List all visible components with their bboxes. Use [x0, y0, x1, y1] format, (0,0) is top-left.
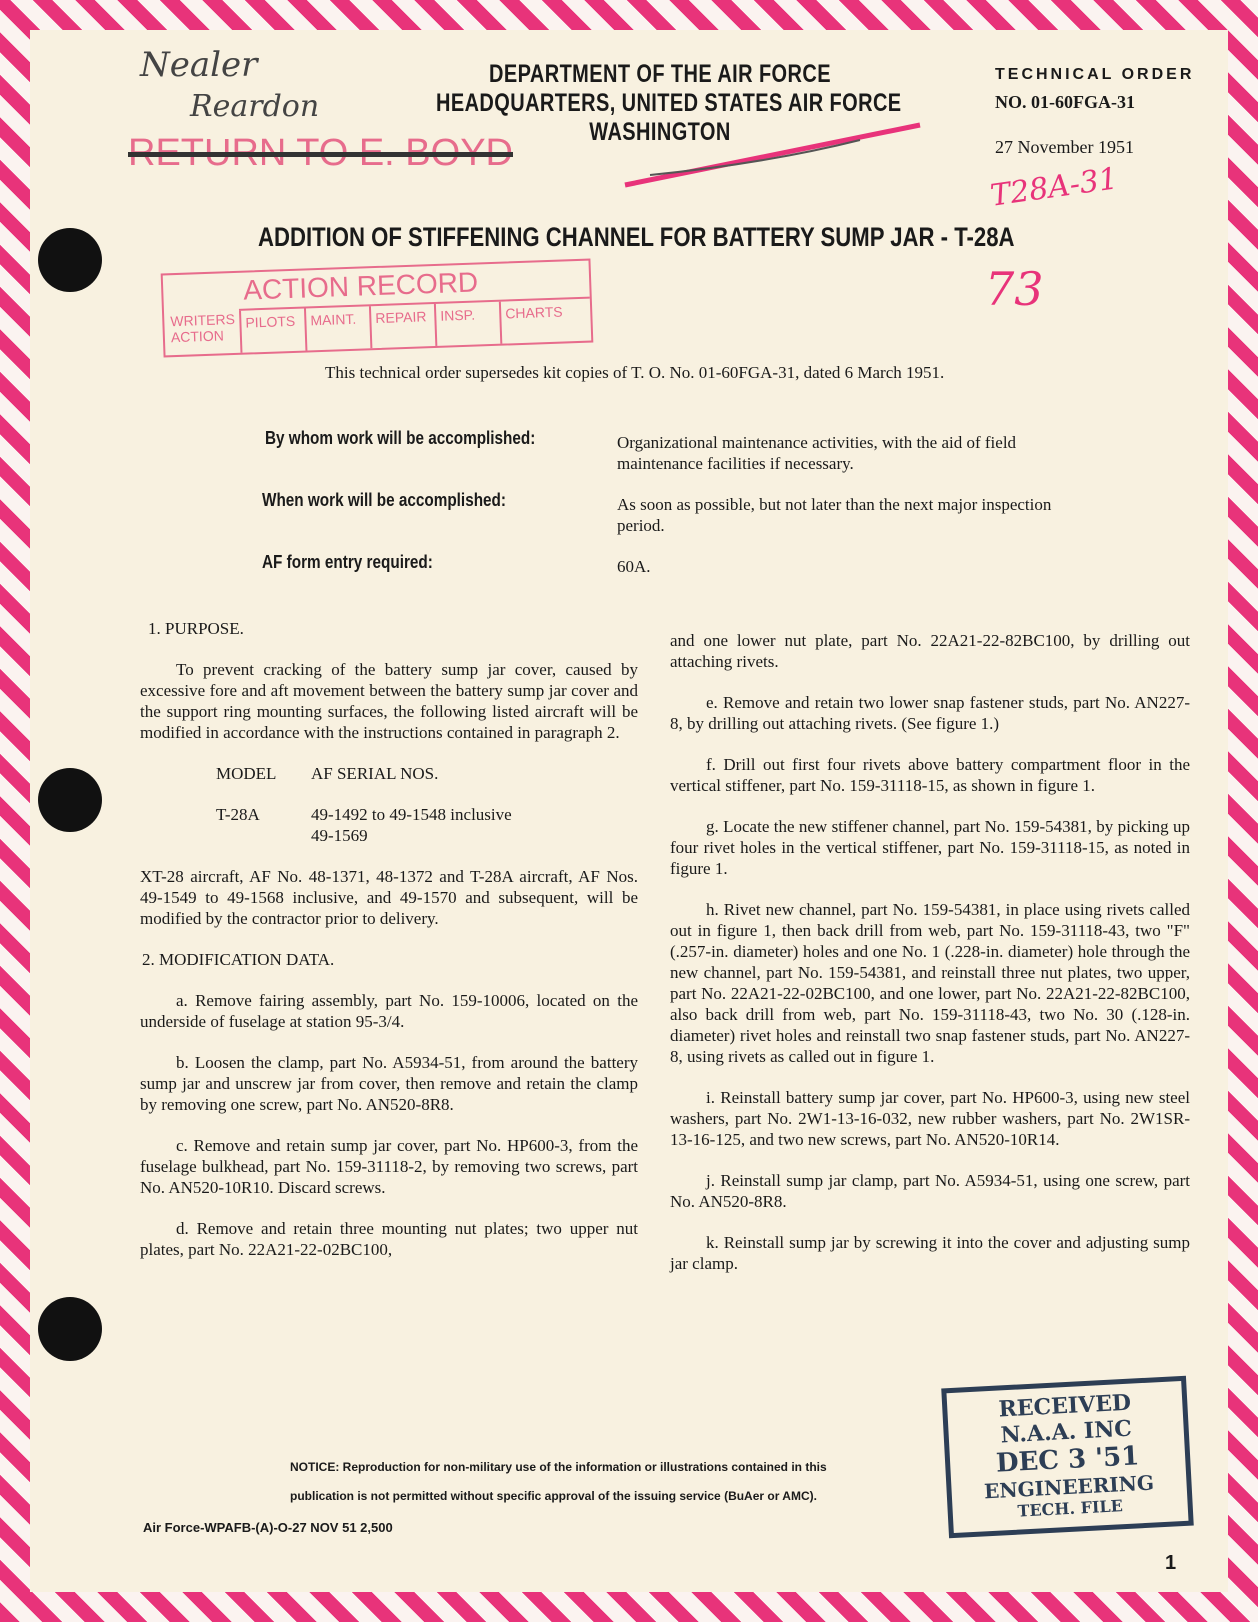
- action-col: PILOTS: [239, 309, 305, 353]
- punch-hole: [38, 768, 102, 832]
- right-column: [670, 630, 1190, 1294]
- handwritten-name: Nealer: [140, 45, 258, 85]
- col-model: MODEL: [216, 764, 277, 783]
- section-heading: 1. PURPOSE.: [148, 619, 244, 638]
- punch-hole: [38, 1297, 102, 1361]
- info-label: When work will be accomplished:: [262, 490, 507, 510]
- step-d: d. Remove and retain three mounting nut plates; two upper nut plates, part No. 22A21-22-02BC100,: [140, 1219, 638, 1259]
- stamp-line: RECEIVED: [997, 1389, 1132, 1423]
- department-heading: DEPARTMENT OF THE AIR FORCE: [489, 60, 831, 88]
- return-stamp: RETURN TO E. BOYD: [128, 132, 513, 174]
- location-heading: WASHINGTON: [589, 118, 731, 146]
- left-column: [140, 618, 638, 1280]
- step-g: g. Locate the new stiffener channel, part No. 159-54381, by picking up four rivet holes in the vertical stiffener, part No. 159-31118-15, as noted in figure 1.: [670, 817, 1190, 878]
- notice-line: NOTICE: Reproduction for non-military use of the information or illustrations contained in this: [290, 1460, 827, 1474]
- step-j: j. Reinstall sump jar clamp, part No. A5934-51, using one screw, part No. AN520-8R8.: [670, 1171, 1190, 1211]
- order-date: 27 November 1951: [995, 137, 1134, 157]
- step-b: b. Loosen the clamp, part No. A5934-51, from around the battery sump jar and unscrew jar from cover, then remove and retain the clamp by removing one screw, part No. AN520-8R8.: [140, 1053, 638, 1114]
- step-d-continued: and one lower nut plate, part No. 22A21-22-82BC100, by drilling out attaching rivets.: [670, 631, 1190, 671]
- page-number: 1: [1165, 1552, 1177, 1574]
- pink-scribble: [620, 120, 930, 190]
- handwritten-reference: T28A-31: [988, 161, 1120, 214]
- info-value: Organizational maintenance activities, with the aid of field maintenance facilities if necessary.: [617, 433, 1017, 473]
- step-k: k. Reinstall sump jar by screwing it into the cover and adjusting sump jar clamp.: [670, 1233, 1190, 1273]
- step-f: f. Drill out first four rivets above battery compartment floor in the vertical stiffener, part No. 159-31118-15, as shown in figure 1.: [670, 755, 1190, 795]
- writers-action-label: WRITERS ACTION: [170, 310, 236, 346]
- step-h: h. Rivet new channel, part No. 159-54381, in place using rivets called out in figure 1, then back drill from web, part No. 159-31118-43, two "F" (.257-in. diameter) holes and one No. 1 (.228-in. diameter) hole through the new channel, part No. 159-54381, and reinstall three nut plates, two upper, part No. 22A21-22-02BC100, and one lower, part No. 22A21-22-82BC100, also back drill from web, part No. 159-31118-43, two No. 30 (.128-in. diameter) rivet holes and reinstall two snap fastener studs, part No. AN227-8, using rivets as called out in figure 1.: [670, 900, 1190, 1066]
- info-value: As soon as possible, but not later than the next major inspection period.: [617, 495, 1052, 535]
- document-title: ADDITION OF STIFFENING CHANNEL FOR BATTERY SUMP JAR - T-28A: [258, 222, 1015, 252]
- stamp-line: TECH. FILE: [1017, 1496, 1124, 1521]
- action-record-title: ACTION RECORD: [242, 266, 479, 306]
- serial-range: 49-1492 to 49-1548 inclusive: [311, 805, 512, 824]
- info-label: AF form entry required:: [262, 552, 433, 572]
- stamp-line: ENGINEERING: [983, 1470, 1155, 1504]
- col-serial: AF SERIAL NOS.: [311, 764, 439, 783]
- technical-order-number: NO. 01-60FGA-31: [995, 92, 1135, 112]
- handwritten-name: Reardon: [190, 89, 320, 124]
- info-label: By whom work will be accomplished:: [265, 428, 536, 448]
- action-col: REPAIR: [369, 304, 435, 348]
- action-record-stamp: [161, 259, 594, 358]
- step-c: c. Remove and retain sump jar cover, part No. HP600-3, from the fuselage bulkhead, part No. 159-31118-2, by removing two screws, part No. AN520-10R10. Discard screws.: [140, 1136, 638, 1197]
- punch-hole: [38, 228, 102, 292]
- print-code: Air Force-WPAFB-(A)-O-27 NOV 51 2,500: [143, 1520, 393, 1535]
- action-col: INSP.: [434, 302, 500, 346]
- info-value: 60A.: [617, 557, 651, 576]
- handwritten-number: 73: [985, 262, 1044, 316]
- contractor-paragraph: XT-28 aircraft, AF No. 48-1371, 48-1372 and T-28A aircraft, AF Nos. 49-1549 to 49-1568 inclusive, and 49-1570 and subsequent, will be modified by the contractor prior to delivery.: [140, 867, 638, 928]
- headquarters-heading: HEADQUARTERS, UNITED STATES AIR FORCE: [436, 89, 902, 117]
- notice-line: publication is not permitted without specific approval of the issuing service (BuAer or AMC).: [290, 1489, 817, 1503]
- section-heading: 2. MODIFICATION DATA.: [142, 950, 335, 969]
- step-a: a. Remove fairing assembly, part No. 159-10006, located on the underside of fuselage at station 95-3/4.: [140, 991, 638, 1031]
- serial-single: 49-1569: [311, 826, 368, 845]
- technical-order-label: TECHNICAL ORDER: [995, 66, 1195, 83]
- supersedes-note: This technical order supersedes kit copies of T. O. No. 01-60FGA-31, dated 6 March 1951.: [325, 363, 945, 382]
- received-stamp: [941, 1376, 1194, 1539]
- step-e: e. Remove and retain two lower snap fastener studs, part No. AN227-8, by drilling out attaching rivets. (See figure 1.): [670, 693, 1190, 733]
- action-col: CHARTS: [499, 299, 576, 344]
- stamp-line: DEC 3 '51: [995, 1441, 1141, 1479]
- stamp-line: N.A.A. INC: [999, 1415, 1133, 1449]
- step-i: i. Reinstall battery sump jar cover, part No. HP600-3, using new steel washers, part No. 2W1-13-16-032, new rubber washers, part No. 2W1SR-13-16-125, and two new screws, part No. AN520-10R14.: [670, 1088, 1190, 1149]
- action-col: MAINT.: [304, 306, 370, 350]
- model-value: T-28A: [216, 805, 260, 824]
- purpose-paragraph: To prevent cracking of the battery sump jar cover, caused by excessive fore and aft movement between the battery sump jar cover and the support ring mounting surfaces, the following listed aircraft will be modified in accordance with the instructions contained in paragraph 2.: [140, 660, 638, 742]
